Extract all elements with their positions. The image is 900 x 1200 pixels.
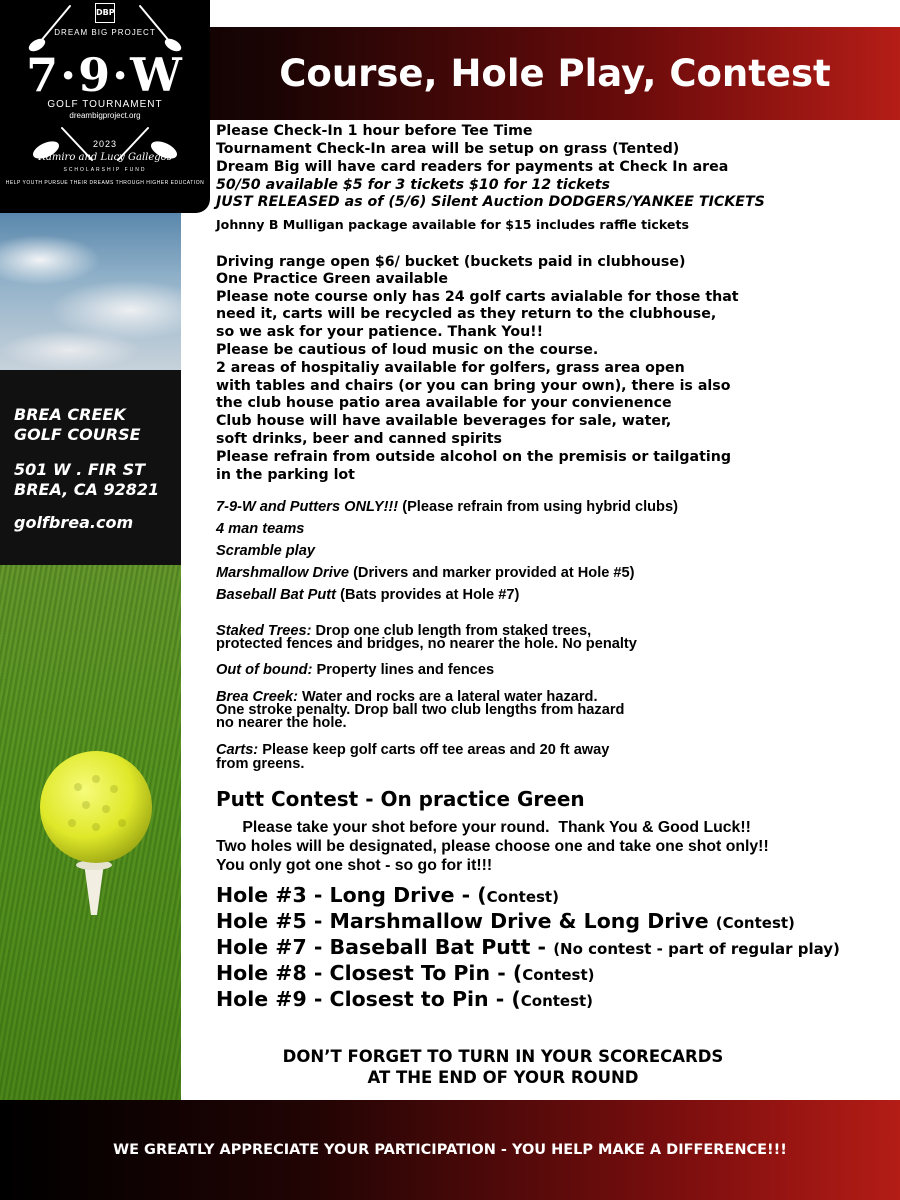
sky-photo — [0, 200, 181, 370]
play-marshmallow: Marshmallow Drive (Drivers and marker provided at Hole #5) — [216, 565, 635, 581]
putt-contest-line-3: You only got one shot - so go for it!!! — [216, 857, 493, 874]
logo-brand: DREAM BIG PROJECT — [54, 28, 156, 37]
play-clubs: 7-9-W and Putters ONLY!!! (Please refrain from using hybrid clubs) — [216, 499, 678, 515]
hole-3: Hole #3 - Long Drive - (Contest) — [216, 883, 559, 907]
grass-photo — [0, 565, 181, 1100]
hole-5: Hole #5 - Marshmallow Drive & Long Drive (Contest) — [216, 909, 795, 933]
logo-fund-name: Ramiro and Lucy Gallegos — [38, 152, 172, 163]
rule-carts-2: from greens. — [216, 756, 305, 772]
course-line-8: with tables and chairs (or you can bring your own), there is also — [216, 378, 731, 394]
rule-brea-creek-2: One stroke penalty. Drop ball two club lengths from hazard — [216, 702, 625, 718]
info-line-2: Tournament Check-In area will be setup on grass (Tented) — [216, 141, 680, 157]
logo-year: 2023 — [92, 139, 118, 149]
course-website: golfbrea.com — [14, 513, 134, 532]
hole-8: Hole #8 - Closest To Pin - (Contest) — [216, 961, 595, 985]
info-line-4: 50/50 available $5 for 3 tickets $10 for 12 tickets — [216, 177, 610, 193]
play-format: Scramble play — [216, 543, 315, 559]
course-line-6: Please be cautious of loud music on the course. — [216, 342, 599, 358]
address-line-2: BREA, CA 92821 — [14, 480, 160, 499]
course-line-5: so we ask for your patience. Thank You!! — [216, 324, 544, 340]
tournament-logo — [0, 0, 210, 213]
logo-mark: DBP — [95, 3, 115, 23]
course-line-13: in the parking lot — [216, 467, 355, 483]
rule-brea-creek: Brea Creek: Water and rocks are a lateral water hazard. — [216, 689, 598, 705]
course-line-2: One Practice Green available — [216, 271, 448, 287]
page-title: Course, Hole Play, Contest — [279, 52, 831, 95]
hole-9: Hole #9 - Closest to Pin - (Contest) — [216, 987, 594, 1011]
play-teams: 4 man teams — [216, 521, 305, 537]
info-line-6: Johnny B Mulligan package available for $15 includes raffle tickets — [216, 217, 689, 232]
rule-staked-trees-2: protected fences and bridges, no nearer the hole. No penalty — [216, 636, 637, 652]
info-line-1: Please Check-In 1 hour before Tee Time — [216, 123, 533, 139]
logo-website: dreambigproject.org — [69, 111, 141, 120]
rule-brea-creek-3: no nearer the hole. — [216, 715, 347, 731]
course-line-7: 2 areas of hospitaliy available for golfers, grass area open — [216, 360, 685, 376]
logo-tournament: GOLF TOURNAMENT — [47, 99, 163, 110]
scorecard-reminder: DON’T FORGET TO TURN IN YOUR SCORECARDS AT THE END OF YOUR ROUND — [282, 1047, 724, 1087]
putt-contest-line-1: Please take your shot before your round. Thank You & Good Luck!! — [216, 819, 751, 836]
course-name-line-2: GOLF COURSE — [14, 425, 141, 444]
course-line-10: Club house will have available beverages for sale, water, — [216, 413, 672, 429]
footer-message: WE GREATLY APPRECIATE YOUR PARTICIPATION - YOU HELP MAKE A DIFFERENCE!!! — [113, 1142, 787, 1158]
golf-ball-on-tee-icon — [0, 565, 181, 1100]
putt-contest-line-2: Two holes will be designated, please choose one and take one shot only!! — [216, 838, 769, 855]
course-line-12: Please refrain from outside alcohol on the premisis or tailgating — [216, 449, 732, 465]
info-line-3: Dream Big will have card readers for payments at Check In area — [216, 159, 729, 175]
course-line-11: soft drinks, beer and canned spirits — [216, 431, 502, 447]
logo-tagline: HELP YOUTH PURSUE THEIR DREAMS THROUGH HIGHER EDUCATION — [5, 180, 205, 186]
hole-7: Hole #7 - Baseball Bat Putt - (No contest - part of regular play) — [216, 935, 840, 959]
info-line-5: JUST RELEASED as of (5/6) Silent Auction DODGERS/YANKEE TICKETS — [216, 194, 765, 210]
rule-staked-trees: Staked Trees: Drop one club length from staked trees, — [216, 623, 592, 639]
location-panel — [0, 370, 181, 565]
logo-fund-subtitle: SCHOLARSHIP FUND — [63, 167, 147, 173]
address-line-1: 501 W . FIR ST — [14, 460, 146, 479]
putt-contest-title: Putt Contest - On practice Green — [216, 787, 585, 811]
course-line-9: the club house patio area available for your convienence — [216, 395, 672, 411]
course-line-1: Driving range open $6/ bucket (buckets paid in clubhouse) — [216, 254, 686, 270]
rule-carts: Carts: Please keep golf carts off tee areas and 20 ft away — [216, 742, 610, 758]
course-name-line-1: BREA CREEK — [14, 405, 126, 424]
logo-clubs-title: 7·9·W — [26, 48, 184, 102]
course-line-3: Please note course only has 24 golf carts avialable for those that — [216, 289, 739, 305]
rule-out-of-bound: Out of bound: Property lines and fences — [216, 662, 495, 678]
play-bat-putt: Baseball Bat Putt (Bats provides at Hole #7) — [216, 587, 520, 603]
course-line-4: need it, carts will be recycled as they return to the clubhouse, — [216, 306, 717, 322]
